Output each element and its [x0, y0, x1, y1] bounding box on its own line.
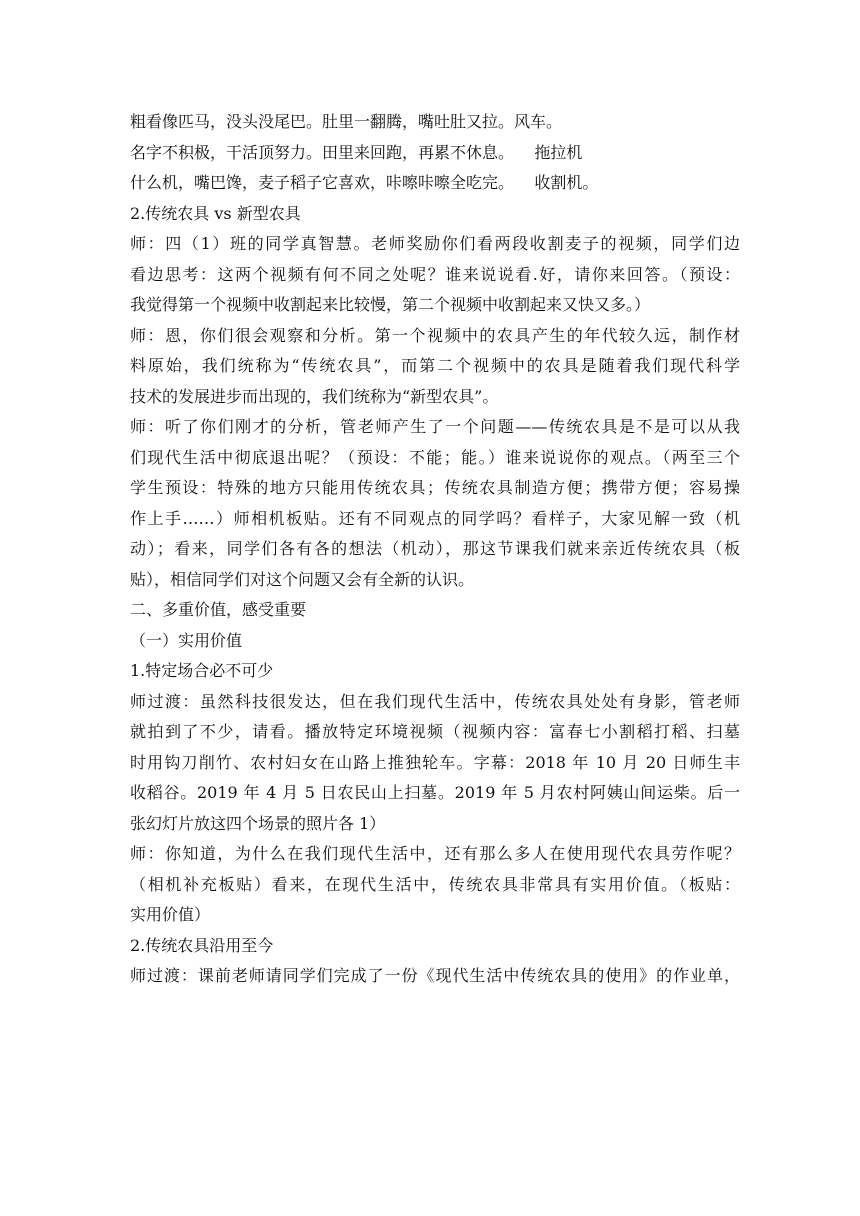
text-line: 技术的发展进步而出现的，我们统称为“新型农具”。 [130, 386, 499, 406]
document-body [130, 107, 740, 992]
text-line: 收稻谷。2019 年 4 月 5 日农民山上扫墓。2019 年 5 月农村阿姨山间运柴。后一 [130, 783, 740, 802]
text-line: 名字不积极，干活顶努力。田里来回跑，再累不休息。 拖拉机 [130, 142, 583, 162]
text-line: （相机补充板贴）看来，在现代生活中，传统农具非常具有实用价值。（板贴： [130, 874, 740, 894]
text-line: 们现代生活中彻底退出呢？（预设：不能；能。）谁来说说你的观点。（两至三个 [130, 447, 740, 467]
text-line: 动）；看来，同学们各有各的想法（机动），那这节课我们就来亲近传统农具（板 [130, 539, 740, 558]
text-line: 看边思考：这两个视频有何不同之处呢？谁来说说看.好，请你来回答。（预设： [130, 264, 740, 284]
text-line: 学生预设：特殊的地方只能用传统农具；传统农具制造方便；携带方便；容易操 [130, 478, 740, 497]
text-line: 师过渡：课前老师请同学们完成了一份《现代生活中传统农具的使用》的作业单， [130, 966, 740, 985]
subsection-heading: 1.特定场合必不可少 [130, 661, 274, 680]
text-line: 我觉得第一个视频中收割起来比较慢，第二个视频中收割起来又快又多。） [130, 295, 651, 314]
text-line: 什么机，嘴巴馋，麦子稻子它喜欢，咔嚓咔嚓全吃完。 收割机。 [130, 173, 599, 192]
text-line: 师过渡：虽然科技很发达，但在我们现代生活中，传统农具处处有身影，管老师 [130, 691, 740, 711]
text-line: 师：听了你们刚才的分析，管老师产生了一个问题——传统农具是不是可以从我 [130, 417, 740, 436]
text-line: 师：四（1）班的同学真智慧。老师奖励你们看两段收割麦子的视频，同学们边 [130, 234, 740, 253]
text-line: 实用价值） [130, 905, 211, 924]
text-line: 粗看像匹马，没头没尾巴。肚里一翻腾，嘴吐肚又拉。风车。 [130, 112, 563, 131]
text-line: 作上手……）师相机板贴。还有不同观点的同学吗？看样子，大家见解一致（机 [130, 508, 740, 528]
section-heading: 2.传统农具 vs 新型农具 [130, 203, 301, 223]
text-line: 张幻灯片放这四个场景的照片各 1） [130, 813, 386, 833]
subsection-heading: 2.传统农具沿用至今 [130, 935, 274, 955]
text-line: 师：你知道，为什么在我们现代生活中，还有那么多人在使用现代农具劳作呢？ [130, 844, 740, 863]
text-line: 师：恩，你们很会观察和分析。第一个视频中的农具产生的年代较久远，制作材 [130, 325, 740, 345]
section-heading: 二、多重价值，感受重要 [130, 600, 307, 619]
text-line: 料原始，我们统称为“传统农具”，而第二个视频中的农具是随着我们现代科学 [130, 356, 740, 375]
text-line: 就拍到了不少，请看。播放特定环境视频（视频内容：富春七小割稻打稻、扫墓 [130, 722, 740, 741]
text-line: 贴），相信同学们对这个问题又会有全新的认识。 [130, 569, 475, 589]
text-line: 时用钩刀削竹、农村妇女在山路上推独轮车。字幕：2018 年 10 月 20 日师生丰 [130, 752, 740, 772]
subsection-heading: （一）实用价值 [130, 630, 243, 650]
